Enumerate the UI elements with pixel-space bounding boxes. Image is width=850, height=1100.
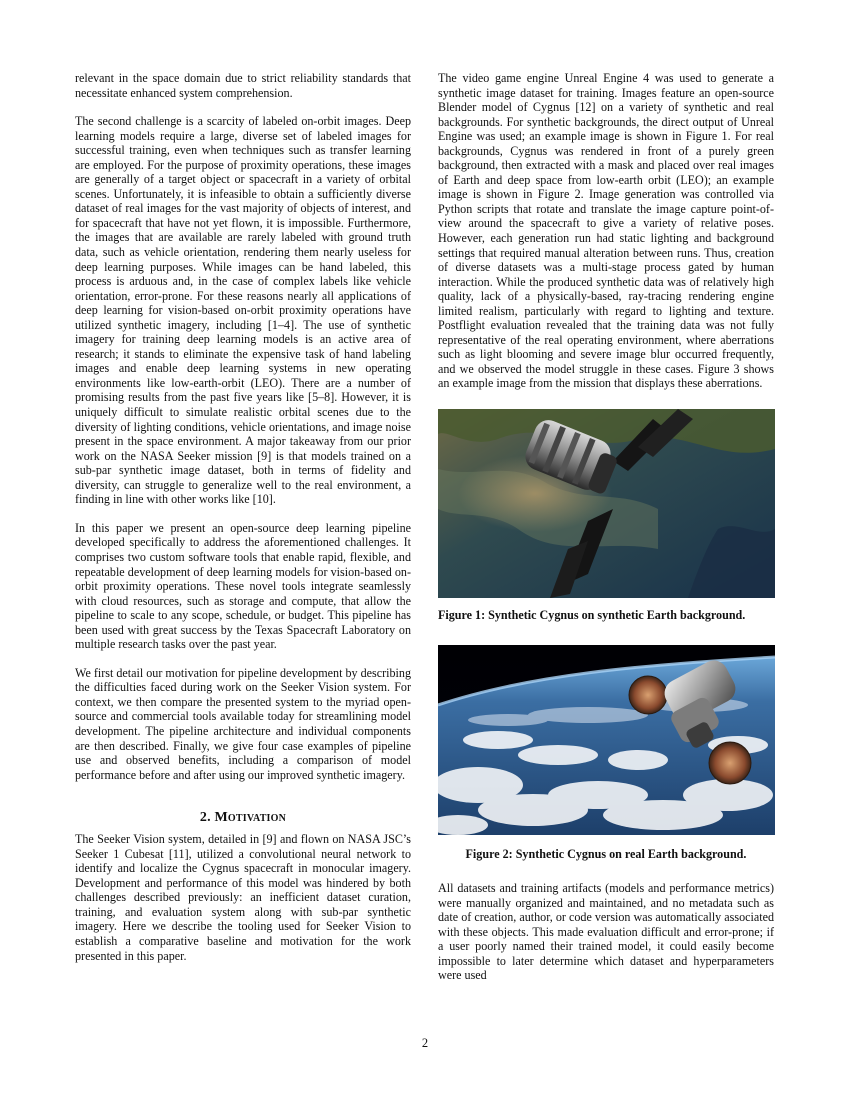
left-paragraph-2: The second challenge is a scarcity of labeled on-orbit images. Deep learning models require a large, diverse set of labeled images for successful training, even when techniques such as transfer learning are employed. For the purpose of proximity operations, these images are generally of a target object or spacecraft in a variety of orbital scenes. Unfortunately, it is infeasible to obtain a sufficiently diverse dataset of real images for the vast majority of objects of interest, and for spacecraft that have not yet flown, it is impossible. Furthermore, the images that are available are rarely labeled with ground truth data, such as vehicle orientation, rendering them nearly useless for deep learning purposes. While images can be hand labeled, this process is arduous and, in the case of complex labels like vehicle orientation, error-prone. For these reasons nearly all applications of deep learning for vision-based on-orbit proximity operations have utilized synthetic imagery, including [1–4]. The use of synthetic imagery for training deep learning models is an active area of research; it stands to eliminate the expensive task of hand labeling images and enable deep learning systems in new operating environments like low-earth-orbit (LEO). There are a number of promising results from the past five years like [5–8]. However, it is uniquely difficult to simulate realistic orbital scenes due to the diversity of lighting conditions, vehicle orientations, and image noise present in the space environment. A major takeaway from our prior work on the NASA Seeker mission [9] is that models trained on a sub-par synthetic image dataset, both in terms of fidelity and diversity, can struggle to generalize well to the real environment, a finding in line with other works like [10]. <box>75 114 411 507</box>
left-paragraph-1: relevant in the space domain due to strict reliability standards that necessitate enhanced system comprehension. <box>75 71 411 100</box>
right-paragraph-1: The video game engine Unreal Engine 4 was used to generate a synthetic image dataset for training. Images feature an open-source Blender model of Cygnus [12] on a variety of synthetic and real backgrounds. For synthetic backgrounds, the direct output of Unreal Engine was used; an example image is shown in Figure 1. For real backgrounds, Cygnus was rendered in front of a purely green background, then extracted with a mask and placed over real images of Earth and deep space from low-earth orbit (LEO); an example image is shown in Figure 2. Image generation was controlled via Python scripts that rotate and translate the image capture point-of-view around the spacecraft to give a variety of relative poses. However, each generation run had static lighting and background settings that required manual alteration between runs. Thus, creation of diverse datasets was a multi-stage process gated by human interaction. While the produced synthetic data was of relatively high quality, lack of a physically-based, ray-tracing rendering engine limited realism, particularly with regard to lighting and texture. Postflight evaluation revealed that the training data was not fully representative of the real operating environment, where aberrations such as light blooming and severe image blur occurred frequently, and we observed the model struggle in these cases. Figure 3 shows an example image from the mission that displays these aberrations. <box>438 71 774 391</box>
figure-1-image <box>438 409 775 598</box>
left-paragraph-3: In this paper we present an open-source deep learning pipeline developed specifically to address the aforementioned challenges. It comprises two custom software tools that enable rapid, flexible, and repeatable development of deep learning models for vision-based on-orbit proximity operations. These novel tools integrate seamlessly with cloud resources, such as storage and compute, that allow the pipeline to scale to any scope, schedule, or budget. This pipeline has been used with great success by the Texas Spacecraft Laboratory on multiple research tasks over the past year. <box>75 520 411 652</box>
left-column <box>75 71 411 963</box>
section-heading-motivation: 2. Motivation <box>199 810 287 826</box>
left-paragraph-4: We first detail our motivation for pipeline development by describing the difficulties faced during work on the Seeker Vision system. For context, we then compare the presented system to the myriad open-source and commercial tools available today for streamlining model development. The pipeline architecture and individual components are then described. Finally, we give four case examples of pipeline use and observed benefits, including a comparison of model performance before and after using our improved synthetic imagery. <box>75 665 411 782</box>
right-paragraph-2: All datasets and training artifacts (models and performance metrics) were manually organized and maintained, and no metadata such as date of creation, author, or code version was automatically associated with these objects. This made evaluation difficult and error-prone; if a user poorly named their trained model, it could easily become impossible to later determine which dataset and hyperparameters were used <box>438 881 774 983</box>
figure-2 <box>438 645 774 862</box>
figure-2-caption: Figure 2: Synthetic Cygnus on real Earth background. <box>465 846 747 861</box>
left-paragraph-5: The Seeker Vision system, detailed in [9] and flown on NASA JSC’s Seeker 1 Cubesat [11], utilized a convolutional neural network to identify and localize the Cygnus spacecraft in monocular imagery. Development and performance of this model was hindered by both challenges described previously: an inefficient dataset curation, training, and evaluation system along with sub-par synthetic imagery. Here we describe the tooling used for Seeker Vision to establish a comparative baseline and motivation for the work presented in this paper. <box>75 832 411 963</box>
page-number: 2 <box>421 1036 429 1050</box>
figure-2-image <box>438 645 775 835</box>
figure-1 <box>438 409 774 623</box>
figure-1-caption: Figure 1: Synthetic Cygnus on synthetic Earth background. <box>438 608 746 623</box>
right-column <box>438 71 774 983</box>
